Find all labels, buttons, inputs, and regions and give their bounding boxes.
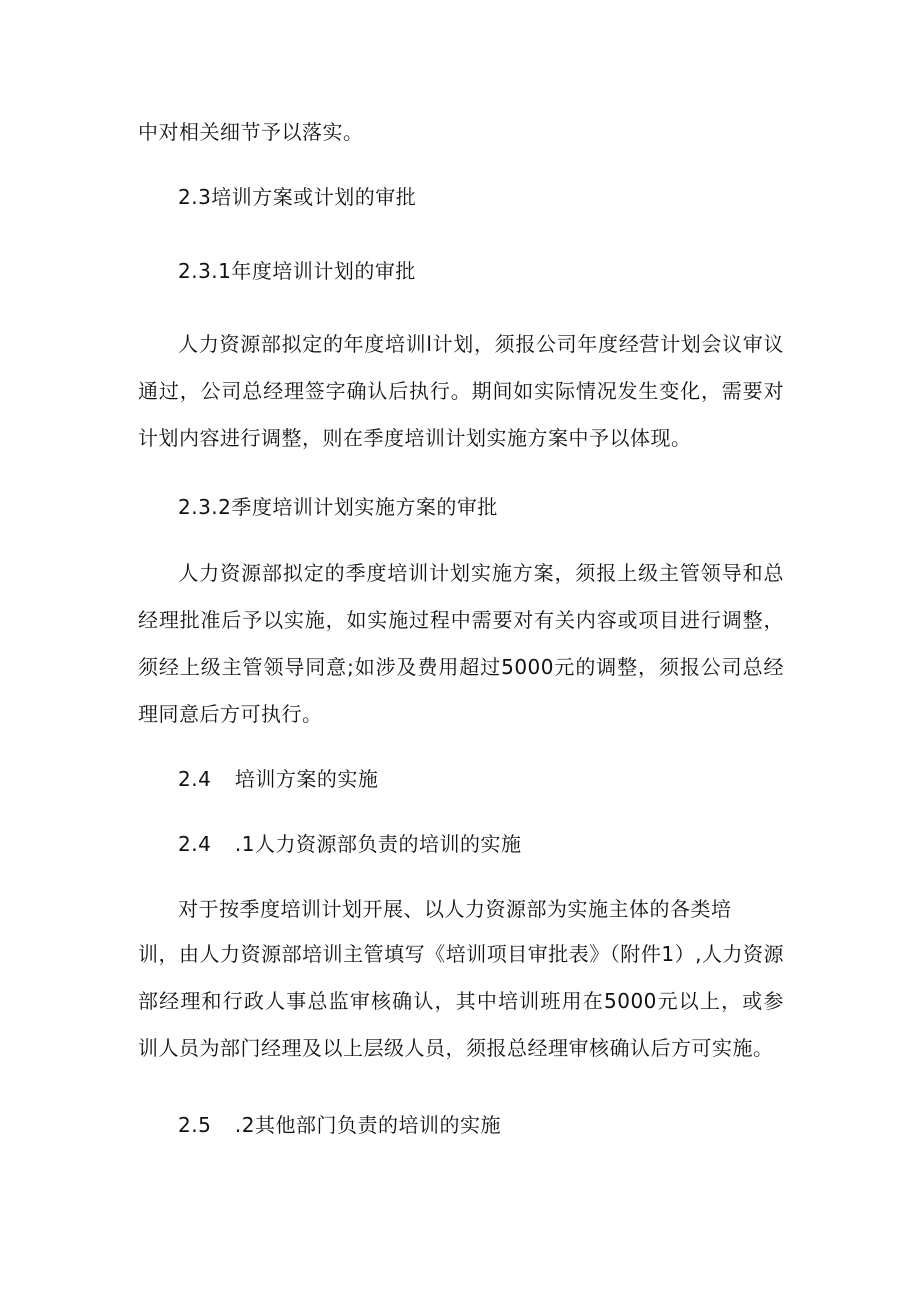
paragraph-annual-plan — [138, 321, 784, 462]
section-heading-2-3-2: 2.3.2季度培训计划实施方案的审批 — [178, 495, 498, 519]
paragraph-quarter-plan-text: 人力资源部拟定的季度培训计划实施方案，须报上级主管领导和总经理批准后予以实施，如实施过程中需要对有关内容或项目进行调整，须经上级主管领导同意;如涉及费用超过5000元的调整，须报公司总经理同意后方可执行。 — [138, 561, 784, 726]
section-heading-2-3: 2.3培训方案或计划的审批 — [178, 185, 417, 209]
section-heading-2-3-1: 2.3.1年度培训计划的审批 — [178, 259, 416, 283]
section-title-2-4-1: .1人力资源部负责的培训的实施 — [234, 832, 522, 856]
paragraph-continuation: 中对相关细节予以落实。 — [138, 120, 364, 144]
section-heading-2-4 — [178, 765, 378, 793]
section-number-2-4: 2.4 — [178, 767, 212, 791]
section-heading-2-4-1 — [178, 830, 521, 858]
section-heading-2-5 — [178, 1111, 501, 1139]
section-number-2-4-1: 2.4 — [178, 832, 212, 856]
section-title-2-4: 培训方案的实施 — [234, 767, 379, 791]
paragraph-hr-training: 训，由人力资源部培训主管填写《培训项目审批表》（附件1）,人力资源部经理和行政人事总监审核确认，其中培训班用在5000元以上，或参训人员为部门经理及以上层级人员，须报总经理审核确认后方可实施。 — [138, 942, 784, 1060]
section-title-2-5: .2其他部门负责的培训的实施 — [234, 1113, 501, 1137]
paragraph-annual-plan-text: 人力资源部拟定的年度培训l计划，须报公司年度经营计划会议审议通过，公司总经理签字确认后执行。期间如实际情况发生变化，需要对计划内容进行调整，则在季度培训计划实施方案中予以体现。 — [138, 332, 784, 450]
paragraph-hr-line-1: 对于按季度培训计划开展、以人力资源部为实施主体的各类培 — [178, 897, 732, 921]
paragraph-quarter-plan — [138, 550, 784, 738]
section-number-2-5: 2.5 — [178, 1113, 212, 1137]
